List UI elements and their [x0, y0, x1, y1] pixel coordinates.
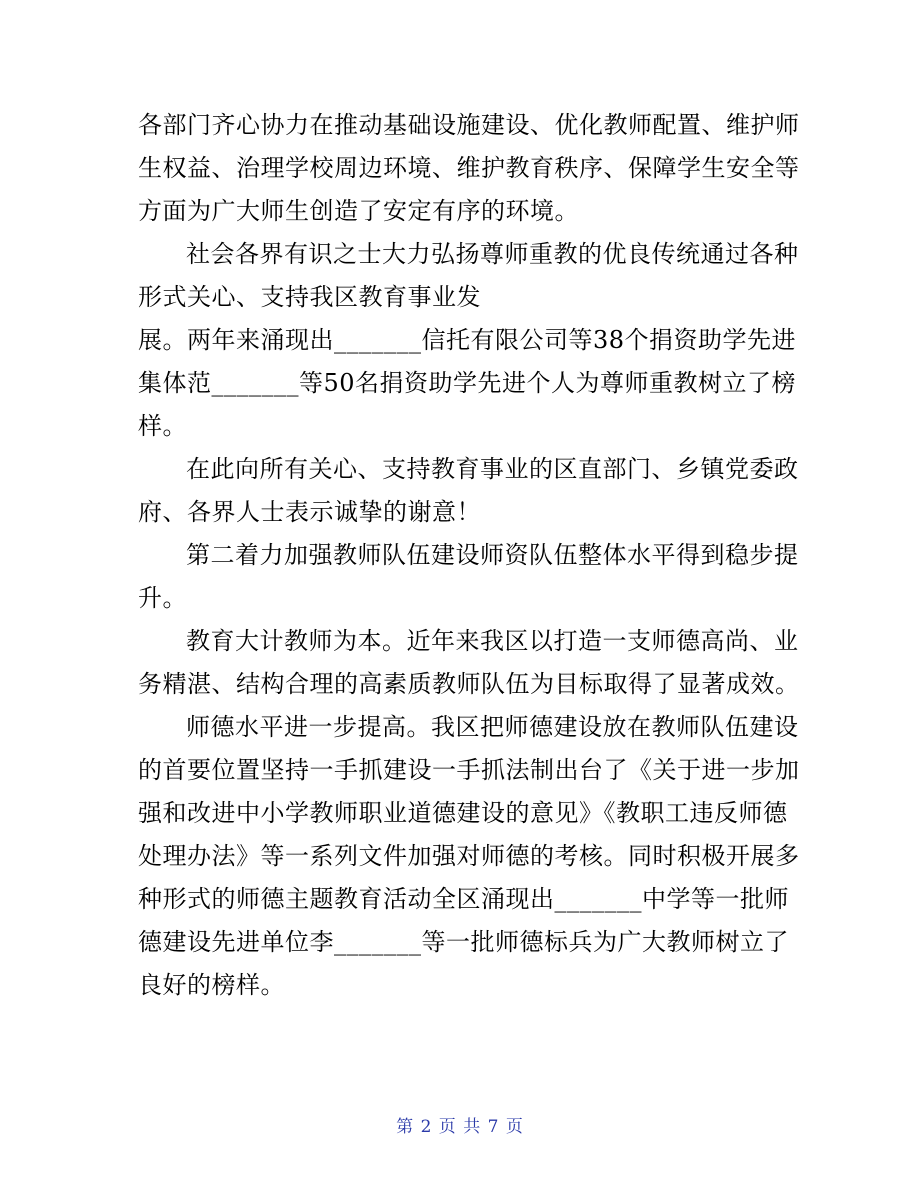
text-line: 府、各界人士表示诚挚的谢意！ [138, 498, 481, 526]
paragraph-start: 社会各界有识之士大力弘扬尊师重教的优良传统通过各种 [186, 240, 799, 268]
text-line: 方面为广大师生创造了安定有序的环境。 [138, 197, 579, 225]
paragraph-start: 师德水平进一步提高。我区把师德建设放在教师队伍建设 [186, 713, 799, 741]
text-line: 的首要位置坚持一手抓建设一手抓法制出台了《关于进一步加 [138, 756, 800, 784]
text-line: 生权益、治理学校周边环境、维护教育秩序、保障学生安全等 [138, 154, 800, 182]
text-line: 处理办法》等一系列文件加强对师德的考核。同时积极开展多 [138, 842, 800, 870]
text-line: 良好的榜样。 [138, 971, 285, 999]
text-line: 集体范_______等50名捐资助学先进个人为尊师重教树立了榜 [138, 369, 797, 397]
text-line: 升。 [138, 584, 187, 612]
paragraph-start: 第二着力加强教师队伍建设师资队伍整体水平得到稳步提 [186, 541, 799, 569]
document-body [138, 104, 800, 1007]
text-line: 形式关心、支持我区教育事业发 [138, 283, 481, 311]
text-line: 务精湛、结构合理的高素质教师队伍为目标取得了显著成效。 [138, 670, 800, 698]
text-line: 各部门齐心协力在推动基础设施建设、优化教师配置、维护师 [138, 111, 800, 139]
page-number: 第 2 页 共 7 页 [396, 1117, 524, 1137]
text-line: 种形式的师德主题教育活动全区涌现出_______中学等一批师 [138, 885, 789, 913]
text-line: 德建设先进单位李_______等一批师德标兵为广大教师树立了 [138, 928, 789, 956]
text-line: 强和改进中小学教师职业道德建设的意见》《教职工违反师德 [138, 799, 788, 827]
paragraph-start: 在此向所有关心、支持教育事业的区直部门、乡镇党委政 [186, 455, 799, 483]
paragraph-start: 教育大计教师为本。近年来我区以打造一支师德高尚、业 [186, 627, 799, 655]
text-line: 样。 [138, 412, 187, 440]
text-line: 展。两年来涌现出_______信托有限公司等38个捐资助学先进 [138, 326, 797, 354]
